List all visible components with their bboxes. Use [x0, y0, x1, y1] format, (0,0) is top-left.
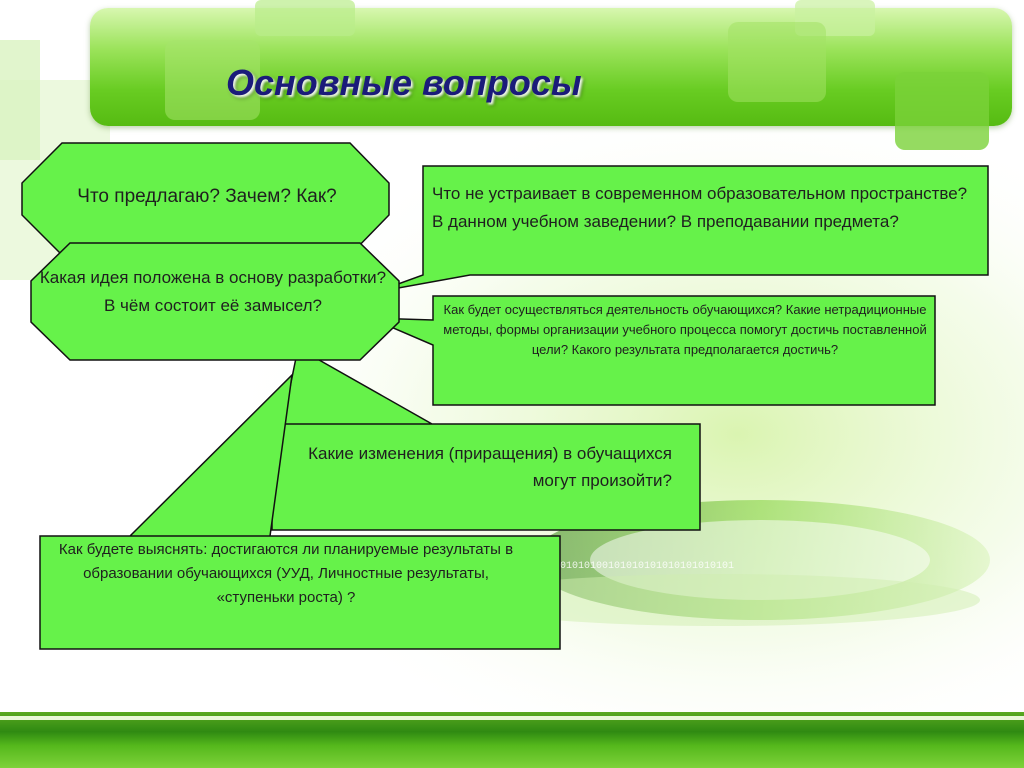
slide-title: Основные вопросы [226, 62, 582, 103]
callout-results: Как будете выяснять: достигаются ли планируемые результаты в образовании обучающихся (УУД, Личностные результаты, «ступеньки роста) ? [58, 541, 514, 606]
callout-changes: Какие изменения (приращения) в обучащихся могут произойти? [308, 444, 672, 490]
binary-decoration: 01010100101010101010101010101 [560, 561, 735, 572]
callout-idea: Какая идея положена в основу разработки? В чём состоит её замысел? [39, 268, 387, 315]
bottom-stripe [0, 716, 1024, 720]
callout-what-why-how: Что предлагаю? Зачем? Как? [77, 186, 337, 207]
callout-activity: Как будет осуществляться деятельность обучающихся? Какие нетрадиционные методы, формы организации учебного процесса помогут достичь поставленной цели? Какого результата предполагается достичь? [443, 302, 927, 357]
bottom-band [0, 712, 1024, 768]
callout-environment: Что не устраивает в современном образовательном пространстве? В данном учебном заведении? В преподавании предмета? [432, 184, 968, 231]
